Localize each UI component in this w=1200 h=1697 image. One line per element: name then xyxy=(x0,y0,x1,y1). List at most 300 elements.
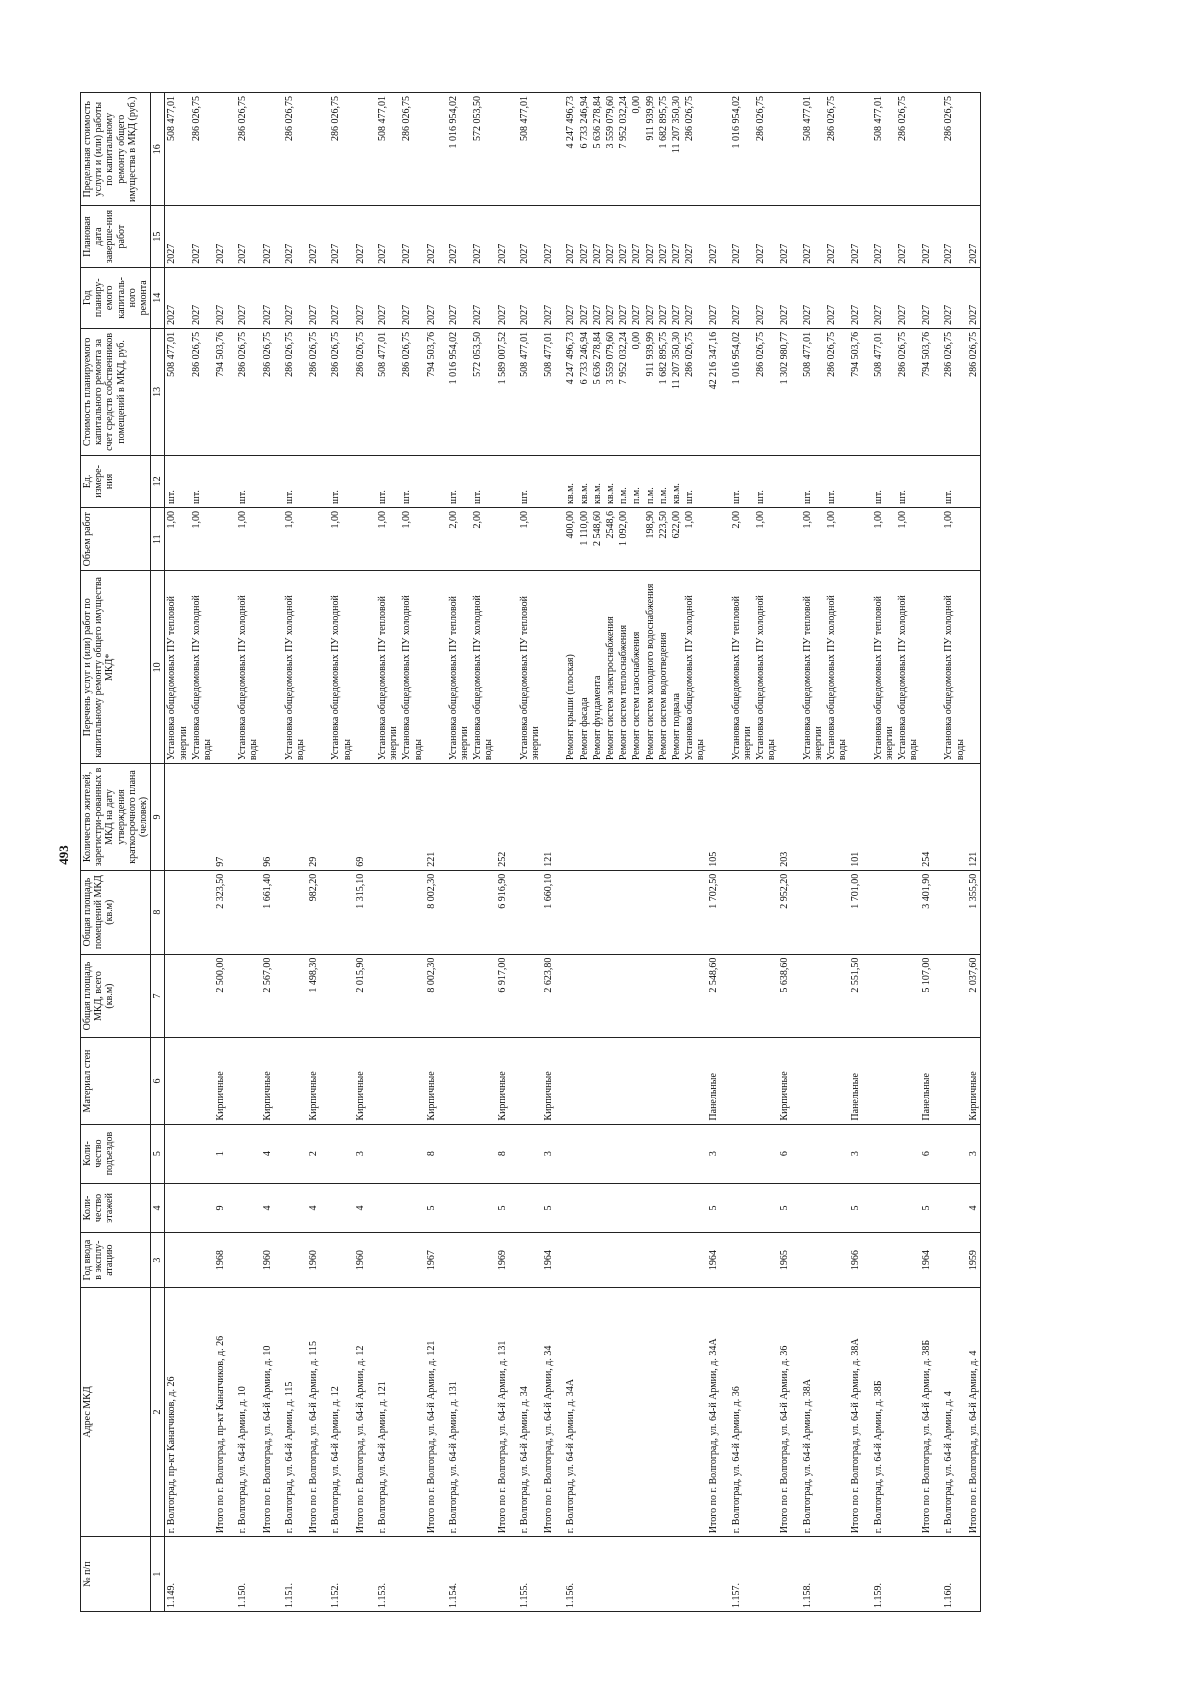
year-built-cell xyxy=(190,1233,214,1287)
wall-material-cell xyxy=(863,1038,896,1124)
row-number xyxy=(670,1537,683,1612)
residents-cell xyxy=(683,764,707,871)
end-date-cell: 2027 xyxy=(683,206,707,267)
repair-year-cell: 2027 xyxy=(825,267,849,328)
year-built-cell xyxy=(863,1233,896,1287)
cost-cell: 1 302 980,77 xyxy=(778,328,791,455)
max-cost-cell xyxy=(707,93,720,206)
row-number xyxy=(591,1537,604,1612)
row-number xyxy=(354,1537,367,1612)
wall-material-cell xyxy=(274,1038,307,1124)
repair-year-cell: 2027 xyxy=(214,267,227,328)
year-built-cell xyxy=(274,1233,307,1287)
unit-cell xyxy=(307,455,320,507)
row-number xyxy=(307,1537,320,1612)
wall-material-cell: Кирпичные xyxy=(214,1038,227,1124)
year-built-cell: 1966 xyxy=(849,1233,862,1287)
row-number xyxy=(896,1537,920,1612)
max-cost-cell: 4 247 496,73 xyxy=(555,93,577,206)
premises-area-cell: 6 916,90 xyxy=(496,870,509,954)
repair-year-cell: 2027 xyxy=(578,267,591,328)
max-cost-cell: 0,00 xyxy=(630,93,643,206)
cost-cell: 0,00 xyxy=(630,328,643,455)
year-built-cell: 1964 xyxy=(920,1233,933,1287)
wall-material-cell xyxy=(721,1038,754,1124)
total-area-cell: 2 548,60 xyxy=(707,954,720,1038)
max-cost-cell xyxy=(496,93,509,206)
cost-cell: 508 477,01 xyxy=(165,328,190,455)
year-built-cell xyxy=(438,1233,471,1287)
residents-cell xyxy=(320,764,353,871)
table-row xyxy=(670,93,683,1612)
wall-material-cell xyxy=(754,1038,778,1124)
year-built-cell xyxy=(896,1233,920,1287)
max-cost-cell: 5 636 278,84 xyxy=(591,93,604,206)
address-cell: Итого по г. Волгоград, ул. 64-й Армии, д. 12 xyxy=(354,1287,367,1536)
end-date-cell: 2027 xyxy=(227,206,260,267)
work-type-cell: Установка общедомовых ПУ тепловой энергии xyxy=(721,571,754,764)
work-type-cell: Установка общедомовых ПУ тепловой энергии xyxy=(438,571,471,764)
work-type-cell: Ремонт крыши (плоская) xyxy=(555,571,577,764)
volume-cell xyxy=(920,507,933,570)
residents-cell xyxy=(578,764,591,871)
cost-cell: 1 589 007,52 xyxy=(496,328,509,455)
end-date-cell: 2027 xyxy=(367,206,400,267)
cost-cell: 3 559 079,60 xyxy=(604,328,617,455)
table-row xyxy=(307,93,320,1612)
cost-cell: 794 503,76 xyxy=(425,328,438,455)
cost-cell: 508 477,01 xyxy=(542,328,555,455)
work-type-cell: Установка общедомовых ПУ тепловой энергии xyxy=(165,571,190,764)
floors-cell xyxy=(863,1183,896,1233)
volume-cell xyxy=(307,507,320,570)
total-area-cell xyxy=(578,954,591,1038)
repair-year-cell: 2027 xyxy=(165,267,190,328)
row-number xyxy=(496,1537,509,1612)
unit-cell: п.м. xyxy=(644,455,657,507)
column-index-cell: 3 xyxy=(151,1233,165,1287)
work-type-cell: Ремонт фасада xyxy=(578,571,591,764)
year-built-cell: 1960 xyxy=(261,1233,274,1287)
residents-cell xyxy=(165,764,190,871)
repair-year-cell: 2027 xyxy=(509,267,542,328)
table-row xyxy=(471,93,495,1612)
floors-cell xyxy=(471,1183,495,1233)
column-index-cell: 5 xyxy=(151,1124,165,1183)
repair-year-cell: 2027 xyxy=(496,267,509,328)
work-type-cell: Ремонт фундамента xyxy=(591,571,604,764)
repair-year-cell: 2027 xyxy=(721,267,754,328)
repair-year-cell: 2027 xyxy=(920,267,933,328)
address-cell: Итого по г. Волгоград, ул. 64-й Армии, д. 36 xyxy=(778,1287,791,1536)
premises-area-cell xyxy=(933,870,966,954)
work-type-cell xyxy=(778,571,791,764)
premises-area-cell xyxy=(721,870,754,954)
wall-material-cell xyxy=(320,1038,353,1124)
work-type-cell: Ремонт систем теплоснабжения xyxy=(617,571,630,764)
premises-area-cell xyxy=(591,870,604,954)
year-built-cell: 1960 xyxy=(307,1233,320,1287)
max-cost-cell: 286 026,75 xyxy=(227,93,260,206)
column-index-cell: 13 xyxy=(151,328,165,455)
residents-cell xyxy=(400,764,424,871)
total-area-cell xyxy=(754,954,778,1038)
volume-cell: 223,50 xyxy=(657,507,670,570)
year-built-cell: 1964 xyxy=(542,1233,555,1287)
volume-cell: 2 548,60 xyxy=(591,507,604,570)
floors-cell xyxy=(190,1183,214,1233)
entrances-cell xyxy=(617,1124,630,1183)
cost-cell: 1 682 895,75 xyxy=(657,328,670,455)
table-row xyxy=(630,93,643,1612)
floors-cell: 5 xyxy=(778,1183,791,1233)
column-index-cell: 7 xyxy=(151,954,165,1038)
max-cost-cell: 7 952 032,24 xyxy=(617,93,630,206)
residents-cell xyxy=(190,764,214,871)
wall-material-cell xyxy=(165,1038,190,1124)
table-row xyxy=(214,93,227,1612)
column-index-row xyxy=(151,93,165,1612)
repair-year-cell: 2027 xyxy=(657,267,670,328)
residents-cell xyxy=(438,764,471,871)
premises-area-cell xyxy=(227,870,260,954)
repair-year-cell: 2027 xyxy=(849,267,862,328)
work-type-cell xyxy=(214,571,227,764)
end-date-cell: 2027 xyxy=(261,206,274,267)
volume-cell: 1,00 xyxy=(367,507,400,570)
volume-cell xyxy=(542,507,555,570)
wall-material-cell xyxy=(933,1038,966,1124)
address-cell: Итого по г. Волгоград, пр-кт Канатчиков, д. 26 xyxy=(214,1287,227,1536)
year-built-cell xyxy=(630,1233,643,1287)
col-header-wall-material: Материал стен xyxy=(81,1038,151,1124)
work-type-cell: Ремонт систем холодного водоснабжения xyxy=(644,571,657,764)
floors-cell xyxy=(721,1183,754,1233)
premises-area-cell xyxy=(555,870,577,954)
address-cell: г. Волгоград, ул. 64-й Армии, д. 12 xyxy=(320,1287,353,1536)
row-number xyxy=(707,1537,720,1612)
work-type-cell: Установка общедомовых ПУ тепловой энергии xyxy=(367,571,400,764)
cost-cell: 794 503,76 xyxy=(920,328,933,455)
end-date-cell: 2027 xyxy=(496,206,509,267)
address-cell: Итого по г. Волгоград, ул. 64-й Армии, д. 4 xyxy=(967,1287,981,1536)
volume-cell: 1,00 xyxy=(320,507,353,570)
repair-year-cell: 2027 xyxy=(555,267,577,328)
row-number xyxy=(400,1537,424,1612)
year-built-cell xyxy=(825,1233,849,1287)
repair-year-cell: 2027 xyxy=(754,267,778,328)
floors-cell xyxy=(933,1183,966,1233)
row-number xyxy=(754,1537,778,1612)
repair-year-cell: 2027 xyxy=(471,267,495,328)
end-date-cell: 2027 xyxy=(754,206,778,267)
residents-cell xyxy=(657,764,670,871)
volume-cell: 1,00 xyxy=(933,507,966,570)
floors-cell xyxy=(320,1183,353,1233)
wall-material-cell xyxy=(227,1038,260,1124)
wall-material-cell xyxy=(578,1038,591,1124)
end-date-cell: 2027 xyxy=(644,206,657,267)
residents-cell: 221 xyxy=(425,764,438,871)
work-type-cell: Ремонт систем электроснабжения xyxy=(604,571,617,764)
table-row xyxy=(792,93,825,1612)
premises-area-cell: 1 661,40 xyxy=(261,870,274,954)
entrances-cell xyxy=(670,1124,683,1183)
volume-cell xyxy=(261,507,274,570)
cost-cell: 286 026,75 xyxy=(967,328,981,455)
table-row xyxy=(227,93,260,1612)
cost-cell: 286 026,75 xyxy=(354,328,367,455)
row-number xyxy=(617,1537,630,1612)
wall-material-cell: Панельные xyxy=(707,1038,720,1124)
cost-cell: 508 477,01 xyxy=(509,328,542,455)
row-number xyxy=(261,1537,274,1612)
total-area-cell xyxy=(367,954,400,1038)
max-cost-cell xyxy=(849,93,862,206)
end-date-cell: 2027 xyxy=(214,206,227,267)
residents-cell xyxy=(591,764,604,871)
total-area-cell xyxy=(471,954,495,1038)
end-date-cell: 2027 xyxy=(354,206,367,267)
address-cell: Итого по г. Волгоград, ул. 64-й Армии, д. 34 xyxy=(542,1287,555,1536)
total-area-cell xyxy=(721,954,754,1038)
repair-year-cell: 2027 xyxy=(630,267,643,328)
year-built-cell xyxy=(617,1233,630,1287)
cost-cell: 572 053,50 xyxy=(471,328,495,455)
address-cell xyxy=(617,1287,630,1536)
repair-year-cell: 2027 xyxy=(438,267,471,328)
address-cell xyxy=(657,1287,670,1536)
repair-year-cell: 2027 xyxy=(425,267,438,328)
entrances-cell xyxy=(471,1124,495,1183)
row-number: 1.160. xyxy=(933,1537,966,1612)
residents-cell xyxy=(644,764,657,871)
work-type-cell: Установка общедомовых ПУ холодной воды xyxy=(274,571,307,764)
table-row xyxy=(542,93,555,1612)
repair-year-cell: 2027 xyxy=(190,267,214,328)
floors-cell: 4 xyxy=(354,1183,367,1233)
entrances-cell xyxy=(630,1124,643,1183)
work-type-cell: Установка общедомовых ПУ холодной воды xyxy=(896,571,920,764)
year-built-cell xyxy=(367,1233,400,1287)
max-cost-cell xyxy=(542,93,555,206)
total-area-cell xyxy=(555,954,577,1038)
max-cost-cell xyxy=(778,93,791,206)
address-cell: Итого по г. Волгоград, ул. 64-й Армии, д. 10 xyxy=(261,1287,274,1536)
repair-year-cell: 2027 xyxy=(778,267,791,328)
total-area-cell: 5 638,60 xyxy=(778,954,791,1038)
total-area-cell xyxy=(400,954,424,1038)
row-number xyxy=(967,1537,981,1612)
year-built-cell xyxy=(471,1233,495,1287)
max-cost-cell: 1 016 954,02 xyxy=(438,93,471,206)
entrances-cell xyxy=(438,1124,471,1183)
total-area-cell xyxy=(933,954,966,1038)
end-date-cell: 2027 xyxy=(425,206,438,267)
entrances-cell xyxy=(683,1124,707,1183)
total-area-cell xyxy=(896,954,920,1038)
entrances-cell xyxy=(657,1124,670,1183)
max-cost-cell xyxy=(214,93,227,206)
premises-area-cell xyxy=(471,870,495,954)
address-cell xyxy=(754,1287,778,1536)
premises-area-cell xyxy=(754,870,778,954)
work-type-cell xyxy=(707,571,720,764)
total-area-cell xyxy=(438,954,471,1038)
entrances-cell: 3 xyxy=(849,1124,862,1183)
row-number xyxy=(542,1537,555,1612)
cost-cell: 6 733 246,94 xyxy=(578,328,591,455)
floors-cell: 4 xyxy=(967,1183,981,1233)
address-cell: г. Волгоград, ул. 64-й Армии, д. 121 xyxy=(367,1287,400,1536)
premises-area-cell: 1 701,00 xyxy=(849,870,862,954)
wall-material-cell xyxy=(509,1038,542,1124)
table-row xyxy=(644,93,657,1612)
table-row xyxy=(190,93,214,1612)
total-area-cell xyxy=(604,954,617,1038)
row-number: 1.150. xyxy=(227,1537,260,1612)
row-number xyxy=(190,1537,214,1612)
column-index-cell: 2 xyxy=(151,1287,165,1536)
address-cell: г. Волгоград, ул. 64-й Армии, д. 34А xyxy=(555,1287,577,1536)
premises-area-cell xyxy=(400,870,424,954)
end-date-cell: 2027 xyxy=(967,206,981,267)
max-cost-cell xyxy=(307,93,320,206)
total-area-cell xyxy=(165,954,190,1038)
wall-material-cell: Панельные xyxy=(849,1038,862,1124)
floors-cell xyxy=(792,1183,825,1233)
table-row xyxy=(754,93,778,1612)
floors-cell: 5 xyxy=(542,1183,555,1233)
residents-cell xyxy=(670,764,683,871)
column-index-cell: 1 xyxy=(151,1537,165,1612)
row-number: 1.151. xyxy=(274,1537,307,1612)
volume-cell: 1,00 xyxy=(754,507,778,570)
row-number: 1.154. xyxy=(438,1537,471,1612)
address-cell xyxy=(604,1287,617,1536)
year-built-cell: 1969 xyxy=(496,1233,509,1287)
max-cost-cell: 3 559 079,60 xyxy=(604,93,617,206)
table-row xyxy=(825,93,849,1612)
total-area-cell xyxy=(509,954,542,1038)
residents-cell: 121 xyxy=(542,764,555,871)
address-cell xyxy=(578,1287,591,1536)
entrances-cell xyxy=(591,1124,604,1183)
end-date-cell: 2027 xyxy=(670,206,683,267)
residents-cell xyxy=(933,764,966,871)
volume-cell: 1,00 xyxy=(274,507,307,570)
row-number: 1.157. xyxy=(721,1537,754,1612)
floors-cell xyxy=(578,1183,591,1233)
entrances-cell xyxy=(825,1124,849,1183)
table-row xyxy=(683,93,707,1612)
unit-cell: шт. xyxy=(721,455,754,507)
floors-cell xyxy=(555,1183,577,1233)
wall-material-cell: Кирпичные xyxy=(496,1038,509,1124)
repair-year-cell: 2027 xyxy=(967,267,981,328)
year-built-cell xyxy=(555,1233,577,1287)
premises-area-cell: 3 401,90 xyxy=(920,870,933,954)
unit-cell: п.м. xyxy=(630,455,643,507)
unit-cell: шт. xyxy=(320,455,353,507)
max-cost-cell: 1 682 895,75 xyxy=(657,93,670,206)
floors-cell xyxy=(509,1183,542,1233)
work-type-cell xyxy=(307,571,320,764)
address-cell: г. Волгоград, ул. 64-й Армии, д. 4 xyxy=(933,1287,966,1536)
unit-cell xyxy=(425,455,438,507)
cost-cell: 11 207 350,30 xyxy=(670,328,683,455)
year-built-cell xyxy=(165,1233,190,1287)
address-cell: г. Волгоград, ул. 64-й Армии, д. 10 xyxy=(227,1287,260,1536)
entrances-cell xyxy=(792,1124,825,1183)
total-area-cell xyxy=(863,954,896,1038)
column-index-cell: 16 xyxy=(151,93,165,206)
table-row xyxy=(354,93,367,1612)
year-built-cell xyxy=(792,1233,825,1287)
total-area-cell xyxy=(190,954,214,1038)
max-cost-cell: 286 026,75 xyxy=(190,93,214,206)
year-built-cell xyxy=(578,1233,591,1287)
cost-cell: 286 026,75 xyxy=(754,328,778,455)
entrances-cell xyxy=(367,1124,400,1183)
wall-material-cell: Кирпичные xyxy=(307,1038,320,1124)
wall-material-cell xyxy=(792,1038,825,1124)
col-header-total-area: Общая площадь МКД, всего (кв.м) xyxy=(81,954,151,1038)
table-row xyxy=(578,93,591,1612)
row-number xyxy=(825,1537,849,1612)
residents-cell xyxy=(604,764,617,871)
col-header-works: Перечень услуг и (или) работ по капитальному ремонту общего имущества МКД* xyxy=(81,571,151,764)
unit-cell: шт. xyxy=(863,455,896,507)
total-area-cell: 8 002,30 xyxy=(425,954,438,1038)
table-row xyxy=(496,93,509,1612)
work-type-cell: Установка общедомовых ПУ тепловой энергии xyxy=(509,571,542,764)
row-number: 1.156. xyxy=(555,1537,577,1612)
residents-cell: 254 xyxy=(920,764,933,871)
residents-cell xyxy=(471,764,495,871)
year-built-cell xyxy=(721,1233,754,1287)
work-type-cell: Установка общедомовых ПУ тепловой энергии xyxy=(792,571,825,764)
cost-cell: 508 477,01 xyxy=(792,328,825,455)
column-index-cell: 10 xyxy=(151,571,165,764)
address-cell xyxy=(644,1287,657,1536)
address-cell: г. Волгоград, пр-кт Канатчиков, д. 26 xyxy=(165,1287,190,1536)
wall-material-cell: Кирпичные xyxy=(354,1038,367,1124)
volume-cell: 1,00 xyxy=(509,507,542,570)
table-row xyxy=(721,93,754,1612)
volume-cell xyxy=(967,507,981,570)
work-type-cell xyxy=(354,571,367,764)
repair-year-cell: 2027 xyxy=(367,267,400,328)
year-built-cell xyxy=(509,1233,542,1287)
wall-material-cell: Кирпичные xyxy=(778,1038,791,1124)
unit-cell: кв.м. xyxy=(591,455,604,507)
year-built-cell xyxy=(683,1233,707,1287)
address-cell: г. Волгоград, ул. 64-й Армии, д. 38А xyxy=(792,1287,825,1536)
wall-material-cell xyxy=(367,1038,400,1124)
floors-cell xyxy=(825,1183,849,1233)
work-type-cell: Установка общедомовых ПУ холодной воды xyxy=(227,571,260,764)
table-row xyxy=(707,93,720,1612)
residents-cell xyxy=(555,764,577,871)
end-date-cell: 2027 xyxy=(792,206,825,267)
cost-cell: 286 026,75 xyxy=(825,328,849,455)
column-index-cell: 12 xyxy=(151,455,165,507)
wall-material-cell xyxy=(670,1038,683,1124)
max-cost-cell: 572 053,50 xyxy=(471,93,495,206)
residents-cell xyxy=(367,764,400,871)
wall-material-cell: Кирпичные xyxy=(542,1038,555,1124)
